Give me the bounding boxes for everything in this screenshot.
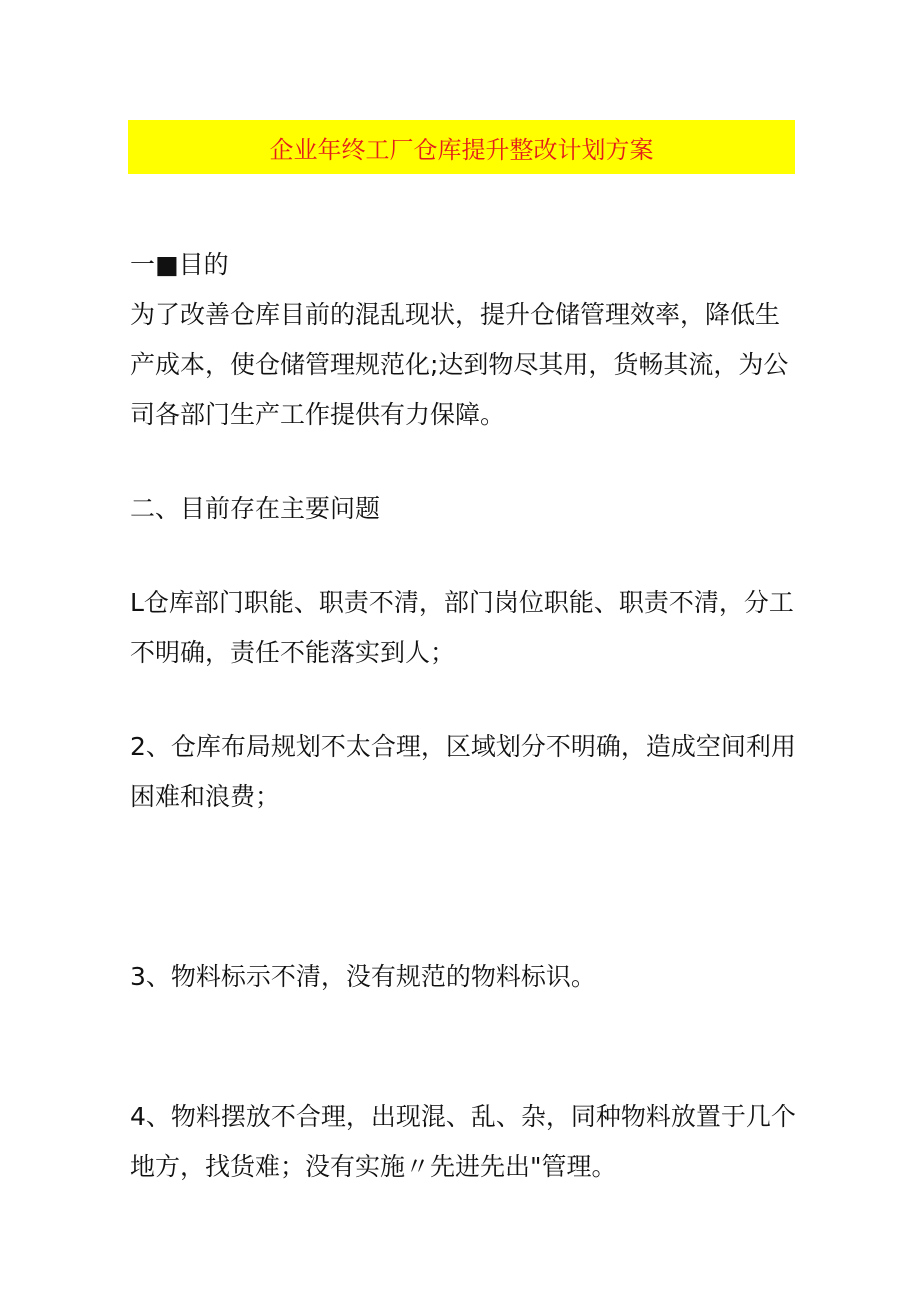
paragraph-line: 不明确，责任不能落实到人；: [130, 638, 456, 667]
spacer: [130, 440, 795, 484]
paragraph-line: L仓库部门职能、职责不清，部门岗位职能、职责不清，分工: [130, 588, 794, 617]
problem-item-1: [130, 578, 795, 678]
paragraph-line: 司各部门生产工作提供有力保障。: [130, 400, 506, 429]
problem-item-4: [130, 1092, 795, 1192]
section-heading-problems: 二、目前存在主要问题: [130, 494, 381, 523]
section-problems-heading: [130, 484, 795, 534]
spacer: [130, 822, 795, 952]
spacer: [130, 1002, 795, 1092]
paragraph-line: 2、仓库布局规划不太合理，区域划分不明确，造成空间利用: [130, 732, 796, 761]
title-banner: [128, 120, 795, 174]
spacer: [130, 678, 795, 722]
paragraph-line: 地方，找货难；没有实施〃先进先出"管理。: [130, 1152, 617, 1181]
problem-item-2: [130, 722, 795, 822]
document-title: 企业年终工厂仓库提升整改计划方案: [269, 135, 654, 164]
section-heading-purpose: 一■目的: [130, 250, 229, 279]
paragraph-line: 困难和浪费；: [130, 782, 281, 811]
paragraph-line: 3、物料标示不清，没有规范的物料标识。: [130, 962, 596, 991]
paragraph-line: 为了改善仓库目前的混乱现状，提升仓储管理效率，降低生: [130, 300, 781, 329]
paragraph-line: 产成本，使仓储管理规范化;达到物尽其用，货畅其流，为公: [130, 350, 789, 379]
section-purpose: [130, 240, 795, 440]
spacer: [130, 534, 795, 578]
document-body: [130, 240, 795, 1192]
problem-item-3: [130, 952, 795, 1002]
paragraph-line: 4、物料摆放不合理，出现混、乱、杂，同种物料放置于几个: [130, 1102, 796, 1131]
